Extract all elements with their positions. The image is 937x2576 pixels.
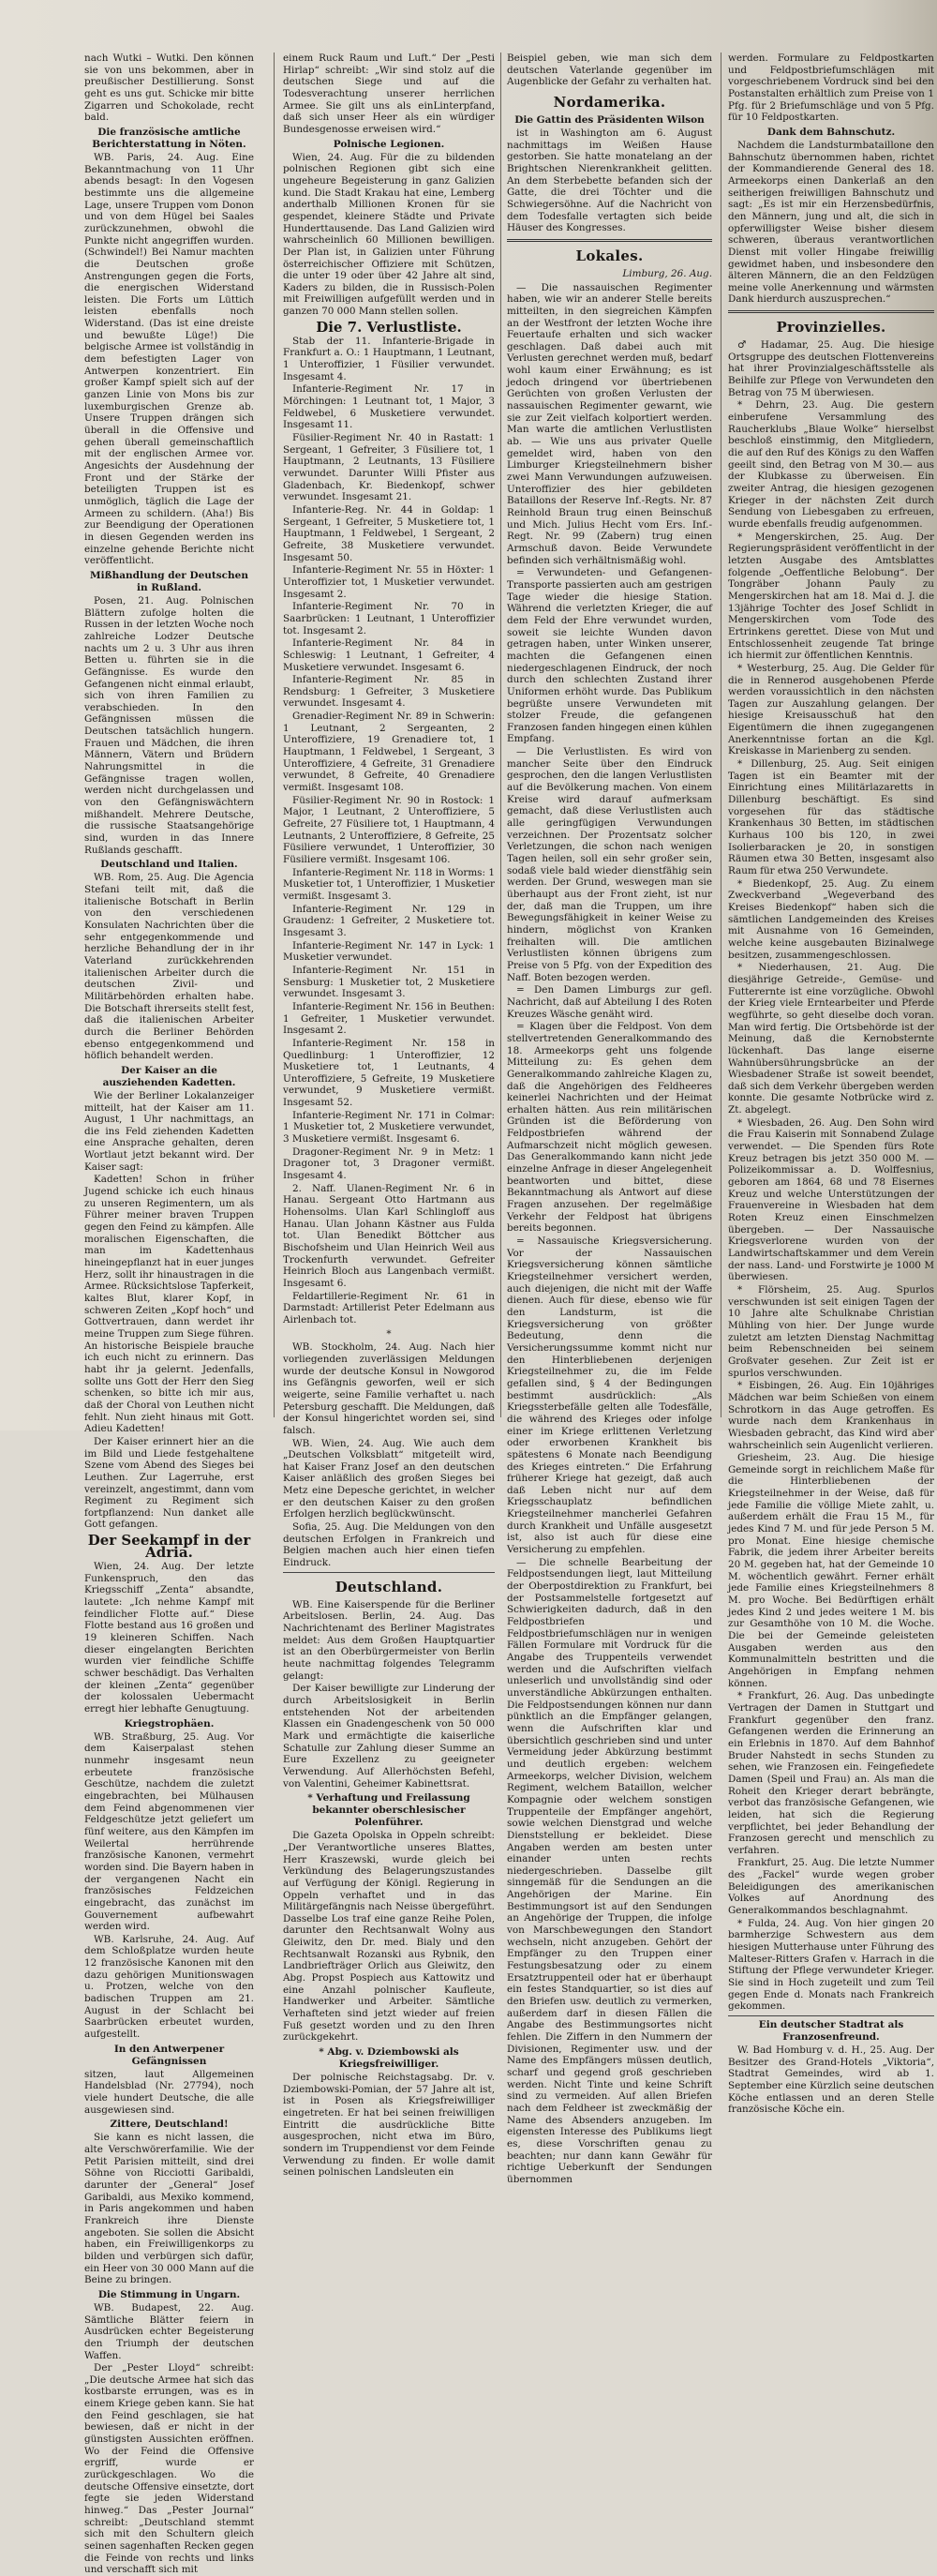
article-heading: Die Gattin des Präsidenten Wilson xyxy=(514,113,705,126)
casualty-entry: Dragoner-Regiment Nr. 9 in Metz: 1 Dragoner tot, 3 Dragoner vermißt. Insgesamt 4. xyxy=(283,1146,495,1182)
article-paragraph: Der Kaiser erinnert hier an die im Bild und Liede festgehaltene Szene vom Abend des Sieges bei Leuthen. Zur Lagerruhe, erst vereinzelt, angestimmt, dann vom Regiment zu Regiment sich fortpflanzend: Nun danket alle Gott gefangen. xyxy=(84,1435,254,1531)
regional-news-item: * Eisbingen, 26. Aug. Ein 10jähriges Mädchen war beim Schießen von einem Schrotkorn in das Auge getroffen. Es wurde nach dem Krankenhaus in Wiesbaden gebracht, das Kind wird aber wahrscheinlich sein Augenlicht verlieren. xyxy=(728,1380,934,1451)
regional-news-item: * Flörsheim, 25. Aug. Spurlos verschwunden ist seit einigen Tagen der 10 Jahre alte Schulknabe Christian Mühling von hier. Der Junge wurde zuletzt am letzten Dienstag Nachmittag beim Rebenschneiden bei seinem Großvater gesehen. Zur Zeit ist er spurlos verschwunden. xyxy=(728,1283,934,1379)
article-paragraph: WB. Eine Kaiserspende für die Berliner Arbeitslosen. Berlin, 24. Aug. Das Nachrichtenamt des Berliner Magistrates meldet: Aus dem Großen Hauptquartier ist an den Oberbürgermeister von Berlin heute nachmittag folgendes Telegramm gelangt: xyxy=(283,1598,495,1682)
article-heading: Die 7. Verlustliste. xyxy=(316,318,462,336)
local-news-item: = Klagen über die Feldpost. Von dem stellvertretenden Generalkommando des 18. Armeekorps geht uns folgende Mitteilung zu: Es gehen dem Generalkommando zahlreiche Klagen zu, daß die Angehörigen des Feldheeres keinerlei Nachrichten und der Heimat erhalten hätten. Aus rein militärischen Gründen ist die Beförderung von Feldpostbriefen während der Aufmarschzeit nicht möglich gewesen. Das Generalkommando kann nicht jede einzelne Anfrage in dieser Angelegenheit beantworten und bittet, diese Bekanntmachung als Antwort auf diese Fragen anzusehen. Der regelmäßige Verkehr der Feldpost hat übrigens bereits begonnen. xyxy=(507,1021,712,1235)
article-heading: Dank dem Bahnschutz. xyxy=(766,126,896,138)
article-heading: Kriegstrophäen. xyxy=(124,1717,215,1730)
local-news-item: — Die schnelle Bearbeitung der Feldpostsendungen liegt, laut Mitteilung der Oberpostdirektion zu Frankfurt, bei der Postsammelstelle fortgesetzt auf Schwierigkeiten dadurch, daß in den Feldpostbriefen und Feldpostbriefumschlägen nur in wenigen Fällen Formulare mit Vordruck für die Angabe des Truppenteils verwendet werden und die Aufschriften vielfach unleserlich und unvollständig sind oder unverständliche Abkürzungen enthalten. Die Feldpostsendungen können nur dann pünktlich an die Empfänger gelangen, wenn die Aufschriften klar und übersichtlich geschrieben sind und unter Vermeidung jeder Abkürzung bestimmt und deutlich ergeben: welchem Armeekorps, welcher Division, welchem Regiment, welchem Bataillon, welcher Kompagnie oder welchem sonstigen Truppenteile der Empfänger angehört, sowie welchen Dienstgrad und welche Dienststellung er bekleidet. Diese Angaben werden am besten unter einander unten rechts niedergeschrieben. Dasselbe gilt sinngemäß für die Sendungen an die Angehörigen der Marine. Ein Bestimmungsort ist auf den Sendungen an Angehörige der Truppen, die infolge von Marschbewegungen den Standort wechseln, nicht anzugeben. Gehört der Empfänger zu den Truppen einer Festungsbesatzung oder zu einem Ersatztruppenteil oder hat er überhaupt ein festes Standquartier, so ist dies auf den Briefen usw. deutlich zu vermerken, außerdem darf in diesen Fällen die Angabe des Bestimmungsortes nicht fehlen. Die Ziffern in den Nummern der Divisionen, Regimenter usw. und der Name des Empfängers müssen deutlich, scharf und gegend groß geschrieben werden. Nicht Tinte und keine Schrift sind zu vermeiden. Auf allen Briefen nach dem Feldheer ist zweckmäßig der Name des Absenders anzugeben. Im eigensten Interesse des Publikums liegt es, diese Vorschriften genau zu beachten; nur dann kann Gewähr für richtige Ueberkunft der Sendungen übernommen xyxy=(507,1556,712,2185)
column-rule xyxy=(274,52,275,1417)
regional-news-item: ♂ Hadamar, 25. Aug. Die hiesige Ortsgruppe des deutschen Flottenvereins hat ihrer Provinzialgeschäftsstelle als Beihilfe zur Pflege von Verwundeten den Betrag von 75 M überwiesen. xyxy=(728,339,934,398)
article-paragraph: Wie der Berliner Lokalanzeiger mitteilt, hat der Kaiser am 11. August, 1 Uhr nachmittags, an die ins Feld ziehenden Kadetten eine Ansprache gehalten, deren Wortlaut jetzt bekannt wird. Der Kaiser sagt: xyxy=(84,1089,254,1173)
article-heading: * Verhaftung und Freilassung bekannter oberschlesischer Polenführer. xyxy=(307,1792,470,1829)
article-heading: In den Antwerpener Gefängnissen xyxy=(113,2043,225,2067)
article-paragraph: ist in Washington am 6. August nachmittags im Weißen Hause gestorben. Sie hatte monatelang an der Brightschen Nierenkrankheit gelitten. An dem Sterbebette befanden sich der Gatte, die drei Töchter und die Schwiegersöhne. Auf die Nachricht von dem Todesfalle vertagten sich beide Häuser des Kongresses. xyxy=(507,127,712,234)
article-paragraph: Der polnische Reichstagsabg. Dr. v. Dziembowski-Pomian, der 57 Jahre alt ist, ist in Posen als Kriegsfreiwilliger eingetreten. Er hat bei seinen freiwilligen Eintritt die ausdrückliche Bitte ausgesprochen, nicht etwa im Büro, sondern im Truppendienst vor dem Feinde Verwendung zu finden. Er wolle damit seinen polnischen Landsleuten ein xyxy=(283,2072,495,2179)
article-paragraph: Der Kaiser bewilligte zur Linderung der durch Arbeitslosigkeit in Berlin entstehenden Not der arbeitenden Klassen ein Gnadengeschenk von 50 000 Mark und ermächtigte die kaiserliche Schatulle zur Zahlung dieser Summe an Eure Exzellenz zu geeigneter Verwendung. Auf Allerhöchsten Befehl, von Valentini, Geheimer Kabinettsrat. xyxy=(283,1683,495,1790)
article-heading: Zittere, Deutschland! xyxy=(110,2119,229,2131)
article-paragraph: Der „Pester Lloyd“ schreibt: „Die deutsche Armee hat sich das kostbarste errungen, was es in einem Kriege geben kann. Sie hat den Feind geschlagen, sie hat bewiesen, daß er nicht in der günstigsten Aussichten eröffnen. Wo der Feind die Offensive ergriff, wurde er zurückgeschlagen. Wo die deutsche Offensive einsetzte, dort fegte sie jeden Widerstand hinweg.“ Das „Pester Journal“ schreibt: „Deutschland stemmt sich mit den Schultern gleich seinen sagenhaften Recken gegen die Feinde von rechts und links und verschafft sich mit xyxy=(84,2362,254,2576)
article-paragraph: WB. Paris, 24. Aug. Eine Bekanntmachung von 11 Uhr abends besagt: In den Vogesen bestimmte uns die allgemeine Lage, unsere Truppen vom Donon und von dem Hügel bei Saales zurückzunehmen, obwohl die Punkte nicht angegriffen wurden. (Schwindel!) Bei Namur machten die Deutschen große Anstrengungen gegen die Forts, die energischen Widerstand leisten. Die Forts um Lüttich leisten ebenfalls noch Widerstand. (Das ist eine dreiste und bewußte Lüge!) Die belgische Armee ist vollständig in dem befestigten Lager von Antwerpen konzentriert. Ein großer Kampf spielt sich auf der ganzen Linie von Mons bis zur luxemburgischen Grenze ab. Unsere Truppen drängen sich überall in die Offensive und gehen überall gemeinschaftlich mit der englischen Armee vor. Angesichts der Ausdehnung der Front und der Stärke der beteiligten Truppen ist es unmöglich, täglich die Lage der Armeen zu schildern. (Aha!) Bis zur Beendigung der Operationen in diesen Gegenden werden ins einzelne gehende Berichte nicht veröffentlicht. xyxy=(84,151,254,567)
casualty-entry: Infanterie-Regiment Nr. 84 in Schleswig: 1 Leutnant, 1 Gefreiter, 4 Musketiere verwundet. Insgesamt 6. xyxy=(283,637,495,673)
section-heading: Provinzielles. xyxy=(776,319,886,337)
casualty-entry: Infanterie-Regiment Nr. 55 in Höxter: 1 Unteroffizier tot, 1 Musketier verwundet. Insgesamt 2. xyxy=(283,564,495,600)
casualty-entry: Infanterie-Regiment Nr. 151 in Sensburg: 1 Musketier tot, 2 Musketiere verwundet. Insgesamt 3. xyxy=(283,964,495,1000)
casualty-entry: Infanterie-Regiment Nr. 171 in Colmar: 1 Musketier tot, 2 Musketiere verwundet, 3 Musketiere vermißt. Insgesamt 6. xyxy=(283,1109,495,1146)
section-heading: Deutschland. xyxy=(335,1578,443,1595)
column-2 xyxy=(283,52,495,2179)
article-heading: Deutschland und Italien. xyxy=(100,859,238,871)
casualty-entry: Füsilier-Regiment Nr. 40 in Rastatt: 1 Sergeant, 1 Gefreiter, 3 Füsiliere tot, 1 Hauptmann, 2 Leutnants, 13 Füsiliere verwundet. Darunter Willi Pfister aus Gladenbach, Kr. Biedenkopf, schwer verwundet. Insgesamt 21. xyxy=(283,432,495,503)
article-heading: Der Seekampf in der Adria. xyxy=(87,1532,251,1562)
section-rule xyxy=(728,2015,934,2016)
casualty-entry: 2. Naff. Ulanen-Regiment Nr. 6 in Hanau. Sergeant Otto Hartmann aus Hohensolms. Ulan Karl Schlingloff aus Hanau. Ulan Johann Kästner aus Fulda tot. Ulan Benedikt Böttcher aus Bischofsheim und Ulan Heinrich Weil aus Trockenfurth verwundet. Gefreiter Heinrich Bloch aus Langenbach vermißt. Insgesamt 6. xyxy=(283,1182,495,1289)
article-paragraph: Sofia, 25. Aug. Die Meldungen von den deutschen Erfolgen in Frankreich und Belgien machen auch hier einen tiefen Eindruck. xyxy=(283,1521,495,1569)
article-paragraph: Wien, 24. Aug. Für die zu bildenden polnischen Regionen gibt sich eine ungeheure Begeisterung in ganz Galizien kund. Die Stadt Krakau hat eine, Lemberg anderthalb Millionen Kronen für sie gespendet, kleinere Städte und Private Hunderttausende. Das Land Galizien wird wahrscheinlich 60 Millionen bewilligen. Der Plan ist, in Galizien unter Führung österreichischer Offiziere mit Schützen, die unter 19 oder über 42 Jahre alt sind, Kaders zu bilden, die in Russisch-Polen mit Freiwilligen aufgefüllt werden und in ganzen 70 000 Mann stellen sollen. xyxy=(283,151,495,318)
article-paragraph: WB. Rom, 25. Aug. Die Agencia Stefani teilt mit, daß die italienische Botschaft in Berlin von den verschiedenen Konsulaten Nachrichten über die sehr entgegenkommende und herzliche Behandlung der in ihr Vaterland zurückkehrenden italienischen Arbeiter durch die deutschen Zivil- und Militärbehörden erhalten habe. Die Botschaft ihrerseits stellt fest, daß die italienischen Arbeiter durch die Berliner Behörden ebenso entgegenkommend und höflich behandelt werden. xyxy=(84,872,254,1062)
casualty-entry: Infanterie-Regiment Nr. 118 in Worms: 1 Musketier tot, 1 Unteroffizier, 1 Musketier vermißt. Insgesamt 3. xyxy=(283,866,495,902)
regional-news-item: * Wiesbaden, 26. Aug. Den Sohn wird die Frau Kaiserin mit Sonnabend Zulage verwendet. — Die Spenden fürs Rote Kreuz betragen bis jetzt 350 000 M. — Polizeikommissar a. D. Wolffesnius, geboren am 1864, 68 und 78 Eisernes Kreuz und welche Unterstützungen der Frauenvereine in Wiesbaden hat dem Roten Kreuz einen Einschmelzen übergeben. — Der Nassauische Kriegsverlorene wurden von der Landwirtschaftskammer und dem Verein der nass. Land- und Forstwirte je 1000 M überwiesen. xyxy=(728,1116,934,1283)
article-paragraph: WB. Wien, 24. Aug. Wie auch dem „Deutschen Volksblatt“ mitgeteilt wird, hat Kaiser Franz Josef an den deutschen Kaiser anläßlich des großen Sieges bei Metz eine Depesche gerichtet, in welcher er den deutschen Kaiser zu den großen Erfolgen herzlich beglückwünscht. xyxy=(283,1437,495,1520)
regional-news-item: * Frankfurt, 26. Aug. Das unbedingte Vertragen der Damen in Stuttgart und Frankfurt gegenüber den franz. Gefangenen werden die Erinnerung an ein Erlebnis in 1870. Auf dem Bahnhof Bruder Nahstedt in sechs Stunden zu sehen, wie Franzosen ein. Feingefiedete Damen (Speil und Frau) an. Als man die Roheit den Krieger derart bebrängte, verbot das französische Gefangenen, wie leiden, hat sich die Regierung verpflichtet, bei jeder Behandlung der Franzosen gerecht und menschlich zu verfahren. xyxy=(728,1690,934,1856)
article-paragraph: WB. Straßburg, 25. Aug. Vor dem Kaiserpalast stehen nunmehr insgesamt neun erbeutete französische Geschütze, nachdem die zuletzt eingebrachten, bei Mülhausen dem Feind abgenommenen vier Feldgeschütze jetzt geliefert um fünf weitere, aus den Kämpfen im Weilertal herrührende französische Kanonen, vermehrt worden sind. Die Bayern haben in der vergangenen Nacht ein französisches Feldzeichen eingebracht, das zunächst im Gouvernement aufbewahrt werden wird. xyxy=(84,1730,254,1933)
article-heading: Mißhandlung der Deutschen in Rußland. xyxy=(90,569,248,593)
casualty-entry: Infanterie-Regiment Nr. 85 in Rendsburg: 1 Gefreiter, 3 Musketiere verwundet. Insgesamt 4. xyxy=(283,674,495,710)
regional-news-item: * Fulda, 24. Aug. Von hier gingen 20 barmherzige Schwestern aus dem hiesigen Mutterhause unter Führung des Malteser-Ritters Grafen v. Harrach in die Stiftung der Pflege verwundeter Krieger. Sie sind in Hoch zugeteilt und zum Teil gegen Ende d. Monats nach Frankreich gekommen. xyxy=(728,1917,934,2013)
regional-news-item: * Dillenburg, 25. Aug. Seit einigen Tagen ist ein Beamter mit der Einrichtung eines Militärlazaretts in Dillenburg beschäftigt. Es sind vorgesehen für das städtische Krankenhaus 30 Betten, im städtischen Kurhaus 100 bis 120, in zwei Isolierbaracken je 20, in sonstigen Räumen etwa 30 Betten, insgesamt also Raum für etwa 250 Verwundete. xyxy=(728,758,934,876)
local-news-item: = Nassauische Kriegsversicherung. Vor der Nassauischen Kriegsversicherung können sämtliche Kriegsteilnehmer versichert werden, auch diejenigen, die nicht mit der Waffe dienen. Auch für diese, ebenso wie für den Landsturm, ist die Kriegsversicherung von größter Bedeutung, denn die Versicherungssumme kommt nicht nur den Hinterbliebenen derjenigen Kriegsteilnehmer zu, die im Felde gefallen sind, § 4 der Bedingungen bestimmt ausdrücklich: „Als Kriegssterbefälle gelten alle Todesfälle, die während des Krieges oder infolge einer im Kriege erlittenen Verletzung oder erworbenen Krankheit bis spätestens 6 Monate nach Beendigung des Krieges eintreten.“ Die Erfahrung früherer Kriege hat gezeigt, daß auch daß Leben nicht nur auf dem Kriegsschauplatz befindlichen Kriegsteilnehmer mancherlei Gefahren durch Krankheit und Unfälle ausgesetzt ist, also ist auch für diese eine Versicherung zu empfehlen. xyxy=(507,1236,712,1556)
article-paragraph: Posen, 21. Aug. Polnischen Blättern zufolge holten die Russen in der letzten Woche noch zahlreiche Lodzer Deutsche nachts um 2 u. 3 Uhr aus ihren Betten u. führten sie in die Gefängnisse. Es wurde den Gefangenen nicht einmal erlaubt, sich von ihren Familien zu verabschieden. In den Gefängnissen müssen die Deutschen tatsächlich hungern. Frauen und Mädchen, die ihren Männern, Vätern und Brüdern Nahrungsmittel in die Gefängnisse tragen wollen, werden nicht durchgelassen und von den Gefängniswächtern mißhandelt. Mehrere Deutsche, die russische Staatsangehörige sind, wurden in das Innere Rußlands geschafft. xyxy=(84,594,254,856)
article-paragraph: Wien, 24. Aug. Der letzte Funkenspruch, den das Kriegsschiff „Zenta“ absandte, lautete: „Ich nehme Kampf mit feindlicher Flotte auf.“ Diese Flotte bestand aus 16 großen und 19 kleineren Schiffen. Nach dieser eingelangten Berichten wurden vier feindliche Schiffe schwer beschädigt. Das Verhalten der kleinen „Zenta“ gegenüber der kolossalen Uebermacht erregt hier lebhafte Genugtuung. xyxy=(84,1561,254,1715)
article-paragraph: Beispiel geben, wie man sich dem deutschen Vaterlande gegenüber im Augenblicke der Gefahr zu verhalten hat. xyxy=(507,52,712,88)
column-3 xyxy=(507,52,712,2185)
regional-news-item: * Niederhausen, 21. Aug. Die diesjährige Getreide-, Gemüse- und Futterernte ist eine vorzügliche. Obwohl der Krieg viele Erntearbeiter und Pferde wegführte, so geht dieselbe doch voran. Man wird fertig. Die Ortsbehörde ist der Meinung, daß die Kernobsternte lückenhaft. Das lange eiserne Wahnübersührungsbrücke an der Wiesbadener Straße ist soweit beendet, daß sich dem Verkehr übergeben werden konnte. Die gesamte Notbrücke wird z. Zt. abgelegt. xyxy=(728,962,934,1116)
article-paragraph: WB. Budapest, 22. Aug. Sämtliche Blätter feiern in Ausdrücken echter Begeisterung den Triumph der deutschen Waffen. xyxy=(84,2301,254,2361)
article-paragraph: WB. Stockholm, 24. Aug. Nach hier vorliegenden zuverlässigen Meldungen wurde der deutsche Konsul in Nowgorod ins Gefängnis geworfen, weil er sich weigerte, seine Familie verhaftet u. nach Petersburg geschafft. Die Meldungen, daß der Konsul hingerichtet worden sei, sind falsch. xyxy=(283,1341,495,1436)
article-paragraph: nach Wutki – Wutki. Den können sie von uns bekommen, aber in preußischer Destillierung. Sonst geht es uns gut. Schicke mir bitte Zigarren und Schokolade, recht bald. xyxy=(84,52,254,124)
column-1 xyxy=(84,52,254,2576)
section-rule xyxy=(507,239,712,242)
local-news-item: = Den Damen Limburgs zur gefl. Nachricht, daß auf Abteilung I des Roten Kreuzes Wäsche genäht wird. xyxy=(507,984,712,1020)
casualty-entry: Grenadier-Regiment Nr. 89 in Schwerin: 1 Leutnant, 2 Sergeanten, 2 Unteroffiziere, 19 Grenadiere tot, 1 Hauptmann, 1 Feldwebel, 1 Sergeant, 3 Unteroffiziere, 4 Gefreite, 31 Grenadiere verwundet, 8 Gefreite, 40 Grenadiere vermißt. Insgesamt 108. xyxy=(283,711,495,794)
separator-asterisk: * xyxy=(386,1327,392,1340)
regional-news-item: Frankfurt, 25. Aug. Die letzte Nummer des „Fackel“ wurde wegen grober Beleidigungen des amerikanischen Volkes auf Anordnung des Generalkommandos beschlagnahmt. xyxy=(728,1857,934,1917)
casualty-entry: Infanterie-Regiment Nr. 70 in Saarbrücken: 1 Leutnant, 1 Unteroffizier tot. Insgesamt 2. xyxy=(283,601,495,637)
section-rule xyxy=(728,310,934,313)
column-rule xyxy=(500,52,501,1417)
article-paragraph: sitzen, laut Allgemeinen Handelsblad (Nr. 27794), noch viele hundert Deutsche, die alle ausgewiesen sind. xyxy=(84,2068,254,2116)
casualty-entry: Infanterie-Regiment Nr. 17 in Mörchingen: 1 Leutnant tot, 1 Major, 3 Feldwebel, 6 Musketiere verwundet. Insgesamt 11. xyxy=(283,383,495,431)
section-rule xyxy=(283,1572,495,1573)
column-4 xyxy=(728,52,934,2116)
dateline: Limburg, 26. Aug. xyxy=(622,267,712,279)
article-paragraph: einem Ruck Raum und Luft.“ Der „Pesti Hirlap“ schreibt: „Wir sind stolz auf die deutschen Siege und auf die Todesverachtung unserer herrlichen Armee. Sie gilt uns als einLinterpfand, daß sich unser Heer als ein würdiger Bundesgenosse erweisen wird.“ xyxy=(283,52,495,135)
casualty-entry: Füsilier-Regiment Nr. 90 in Rostock: 1 Major, 1 Leutnant, 2 Unteroffiziere, 5 Gefreite, 27 Füsiliere tot, 1 Hauptmann, 4 Leutnants, 2 Unteroffiziere, 8 Gefreite, 25 Füsiliere verwundet, 1 Unteroffizier, 30 Füsiliere vermißt. Insgesamt 106. xyxy=(283,794,495,865)
article-paragraph: Kadetten! Schon in früher Jugend schicke ich euch hinaus zu unseren Regimentern, um als Führer meiner braven Truppen gegen den Feind zu kämpfen. Alle moralischen Eigenschaften, die man im Kadettenhaus hineingepflanzt hat in euer junges Herz, sollt ihr hinaustragen in die Armee. Rücksichtslose Tapferkeit, kaltes Blut, klarer Kopf, in schweren Zeiten „Kopf hoch“ und Gottvertrauen, dann werdet ihr meine Truppen zum Siege führen. An historische Beispiele brauche ich euch nicht zu erinnern. Das habt ihr ja gelernt. Jedenfalls, sollte uns Gott der Herr den Sieg schenken, so bitte ich mir aus, daß der Choral von Leuthen nicht fehlt. Nun zieht hinaus mit Gott. Adieu Kadetten! xyxy=(84,1174,254,1435)
casualty-entry: Infanterie-Regiment Nr. 156 in Beuthen: 1 Gefreiter, 1 Musketier verwundet. Insgesamt 2. xyxy=(283,1000,495,1037)
article-heading: Ein deutscher Stadtrat als Franzosenfreund. xyxy=(758,2019,904,2043)
regional-news-item: * Biedenkopf, 25. Aug. Zu einem Zweckverband „Wegeverband des Kreises Biedenkopf“ haben sich die sämtlichen Landgemeinden des Kreises mit Ausnahme von 16 Gemeinden, welche keine ausgebauten Bizinalwege besitzen, zusammengeschlossen. xyxy=(728,877,934,961)
casualty-entry: Infanterie-Regiment Nr. 158 in Quedlinburg: 1 Unteroffizier, 12 Musketiere tot, 1 Leutnants, 4 Unteroffiziere, 5 Gefreite, 19 Musketiere verwundet, 9 Musketiere vermißt. Insgesamt 52. xyxy=(283,1037,495,1109)
article-paragraph: WB. Karlsruhe, 24. Aug. Auf dem Schloßplatze wurden heute 12 französische Kanonen mit den dazu gehörigen Munitionswagen u. Protzen, welche von den badischen Truppen am 21. August in der Schlacht bei Saarbrücken erbeutet wurden, aufgestellt. xyxy=(84,1933,254,2041)
regional-news-item: W. Bad Homburg v. d. H., 25. Aug. Der Besitzer des Grand-Hotels „Viktoria“, Stadtrat Gemeindes, wird ab 1. September eine Kürzlich seine deutschen Köche entlassen und an deren Stelle französische Köche ein. xyxy=(728,2044,934,2116)
casualty-entry: Infanterie-Regiment Nr. 147 in Lyck: 1 Musketier verwundet. xyxy=(283,939,495,964)
article-heading: Polnische Legionen. xyxy=(333,138,445,150)
regional-news-item: * Mengerskirchen, 25. Aug. Der Regierungspräsident veröffentlicht in der letzten Ausgabe des Amtsblattes folgende „Oeffentliche Belobung“. Der Tongräber Johann Pauly zu Mengerskirchen hat am 18. Mai d. J. die 13jährige Tochter des Josef Schlidt in Mengerskirchen vom Tode des Ertrinkens gerettet. Diese von Mut und Entschlossenheit zeugende Tat bringe ich hiermit zur öffentlichen Kenntnis. xyxy=(728,531,934,662)
article-paragraph: Die Gazeta Opolska in Oppeln schreibt: „Der Verantwortliche unseres Blattes, Herr Kraszewski, wurde gleich bei Verkündung des Belagerungszustandes auf Verfügung der Königl. Regierung in Oppeln verhaftet und in das Militärgefängnis nach Neisse übergeführt. Dasselbe Los traf eine ganze Reihe Polen, darunter den Rechtsanwalt Wolny aus Gleiwitz, den Dr. med. Bialy und den Rechtsanwalt Rozanski aus Rybnik, den Landbriefträger Orlich aus Gleiwitz, den Abg. Propst Pospiech aus Kattowitz und eine Anzahl polnischer Kaufleute, Handwerker und Arbeiter. Sämtliche Verhafteten sind jetzt wieder auf freien Fuß gesetzt worden und zu den Ihren zurückgekehrt. xyxy=(283,1830,495,2044)
casualty-entry: Feldartillerie-Regiment Nr. 61 in Darmstadt: Artillerist Peter Edelmann aus Airlenbach tot. xyxy=(283,1290,495,1325)
casualty-entry: Infanterie-Reg. Nr. 44 in Goldap: 1 Sergeant, 1 Gefreiter, 5 Musketiere tot, 1 Hauptmann, 1 Feldwebel, 1 Sergeant, 2 Gefreite, 38 Musketiere verwundet. Insgesamt 50. xyxy=(283,503,495,563)
regional-news-item: * Westerburg, 25. Aug. Die Gelder für die in Rennerod ausgehobenen Pferde werden voraussichtlich in den nächsten Tagen zur Auszahlung gelangen. Der hiesige Kreisausschuß hat den Eigentümern die ihnen zugegangenen Anerkenntnisse fortan an die Kgl. Kreiskasse in Marienberg zu senden. xyxy=(728,662,934,757)
section-heading: Lokales. xyxy=(575,247,644,264)
article-heading: Die französische amtliche Berichterstattung in Nöten. xyxy=(92,126,246,150)
casualty-entry: Infanterie-Regiment Nr. 129 in Graudenz: 1 Gefreiter, 2 Musketiere tot. Insgesamt 3. xyxy=(283,903,495,938)
section-heading: Nordamerika. xyxy=(553,93,666,111)
local-news-item: = Verwundeten- und Gefangenen-Transporte passierten auch am gestrigen Tage wieder die hiesige Station. Während die verletzten Krieger, die auf dem Feld der Ehre verwundet wurden, soweit sie leichte Wunden davon getragen haben, unter Winken unserer, machten die Gefangenen einen niedergeschlagenen Eindruck, der noch durch den schlechten Zustand ihrer Uniformen erhöht wurde. Das Publikum begrüßte unsere Verwundeten mit stolzer Freude, die gefangenen Franzosen fanden hingegen einen kühlen Empfang. xyxy=(507,567,712,745)
article-heading: Der Kaiser an die ausziehenden Kadetten. xyxy=(102,1064,236,1088)
local-news-item: — Die nassauischen Regimenter haben, wie wir an anderer Stelle bereits mitteilten, in den siegreichen Kämpfen an der Westfront der letzten Woche ihre Feuertaufe erhalten und sich wacker geschlagen. Daß dabei auch mit Verlusten gerechnet werden muß, bedarf wohl kaum einer Erwähnung; es ist jedoch dringend vor übertriebenen Gerüchten von großen Verlusten der nassauischen Regimenter gewarnt, wie sie zur Zeit vielfach kolportiert werden. Man warte die amtlichen Verlustlisten ab. — Wie uns aus privater Quelle gemeldet wird, haben von den Limburger Kriegsteilnehmern bisher zwei Mann Verwundungen aufzuweisen. Unteroffizier des hier gebildeten Bataillons der Reserve Inf.-Regts. Nr. 87 Reinhold Braun trug einen Beinschuß und Mich. Julius Hecht vom Ers. Inf.-Regt. Nr. 99 (Zabern) trug einen Armschuß davon. Beide Verwundete befinden sich verhältnismäßig wohl. xyxy=(507,281,712,566)
regional-news-item: * Dehrn, 23. Aug. Die gestern einberufene Versammlung des Raucherklubs „Blaue Wolke“ hierselbst beschloß einstimmig, den Mitgliedern, die auf den Ruf des Königs zu den Waffen geeilt sind, den Betrag von M 30.— aus der Klubkasse zu überweisen. Ein zweiter Antrag, die hiesigen gezogenen Krieger in der nächsten Zeit durch Sendung von Liebesgaben zu erfreuen, wurde ebenfalls freudig aufgenommen. xyxy=(728,399,934,530)
casualty-entry: Stab der 11. Infanterie-Brigade in Frankfurt a. O.: 1 Hauptmann, 1 Leutnant, 1 Unteroffizier, 1 Füsilier verwundet. Insgesamt 4. xyxy=(283,335,495,382)
article-heading: Die Stimmung in Ungarn. xyxy=(97,2288,241,2300)
article-paragraph: Nachdem die Landsturmbataillone den Bahnschutz übernommen haben, richtet der Kommandierende General des 18. Armeekorps einen Dankerlaß an den seitherigen freiwilligen Bahnschutz und sagt: „Es ist mir ein Herzensbedürfnis, den Männern, jung und alt, die sich in opferwilligster Weise bisher diesem schweren, überaus verantwortlichen Dienst mit voller Hingabe freiwillig gewidmet haben, und insbesondere den älteren Männern, die an den Feldzügen meine volle Anerkennung und wärmsten Dank hierdurch auszusprechen.“ xyxy=(728,139,934,306)
article-heading: * Abg. v. Dziembowski als Kriegsfreiwilliger. xyxy=(319,2046,459,2071)
article-paragraph: werden. Formulare zu Feldpostkarten und Feldpostbriefumschlägen mit vorgeschriebenem Vordruck sind bei den Postanstalten erhältlich zum Preise von 1 Pfg. für 2 Briefumschläge und von 5 Pfg. für 10 Feldpostkarten. xyxy=(728,52,934,124)
article-paragraph: Sie kann es nicht lassen, die alte Verschwörerfamilie. Wie der Petit Parisien mitteilt, sind drei Söhne von Ricciotti Garibaldi, darunter der „General“ Josef Garibaldi, aus Mexiko kommend, in Paris angekommen und haben Frankreich ihre Dienste angeboten. Sie sollen die Absicht haben, ein Freiwilligenkorps zu bilden und verbürgen sich dafür, ein Heer von 30 000 Mann auf die Beine zu bringen. xyxy=(84,2132,254,2286)
regional-news-item: Griesheim, 23. Aug. Die hiesige Gemeinde sorgt in reichlichem Maße für die Hinterbliebenen der Kriegsteilnehmer in der Weise, daß für jede Familie die völlige Miete zahlt, u. außerdem erhält die Frau 15 M., für jedes Kind 7 M. und für jede Person 5 M. pro Monat. Eine hiesige chemische Fabrik, die jedem ihrer Arbeiter bereits 20 M. gegeben hat, hat der Gemeinde 10 M. wöchentlich gewährt. Ferner erhält jede Familie eines Kriegsteilnehmers 8 M. pro Woche. Bei Bedürftigen erhält jedes Kind 2 und jedes weitere 1 M. bis zur Gesamthöhe von 10 M. die Woche. Die bei der Gemeinde geleisteten Ausgaben werden aus den Kommunalmitteln bestritten und die Angehörigen in Empfang nehmen können. xyxy=(728,1452,934,1689)
local-news-item: — Die Verlustlisten. Es wird von mancher Seite über den Eindruck gesprochen, den die langen Verlustlisten auf die Bevölkerung machen. Von einem Kreise wird darauf aufmerksam gemacht, daß diese Verlustlisten auch alle geringfügigen Verwundungen verzeichnen. Der Prozentsatz solcher Verletzungen, die schon nach wenigen Tagen heilen, soll ein sehr großer sein, sodaß viele bald wieder dienstfähig sein werden. Der Grund, weswegen man sie überhaupt aus der Front zieht, ist nur der, daß man die Truppen, um ihre Bewegungsfähigkeit in keiner Weise zu hindern, möglichst von Kranken freihalten will. Die amtlichen Verlustlisten können übrigens zum Preise von 5 Pfg. von der Expedition des Naff. Boten bezogen werden. xyxy=(507,746,712,983)
